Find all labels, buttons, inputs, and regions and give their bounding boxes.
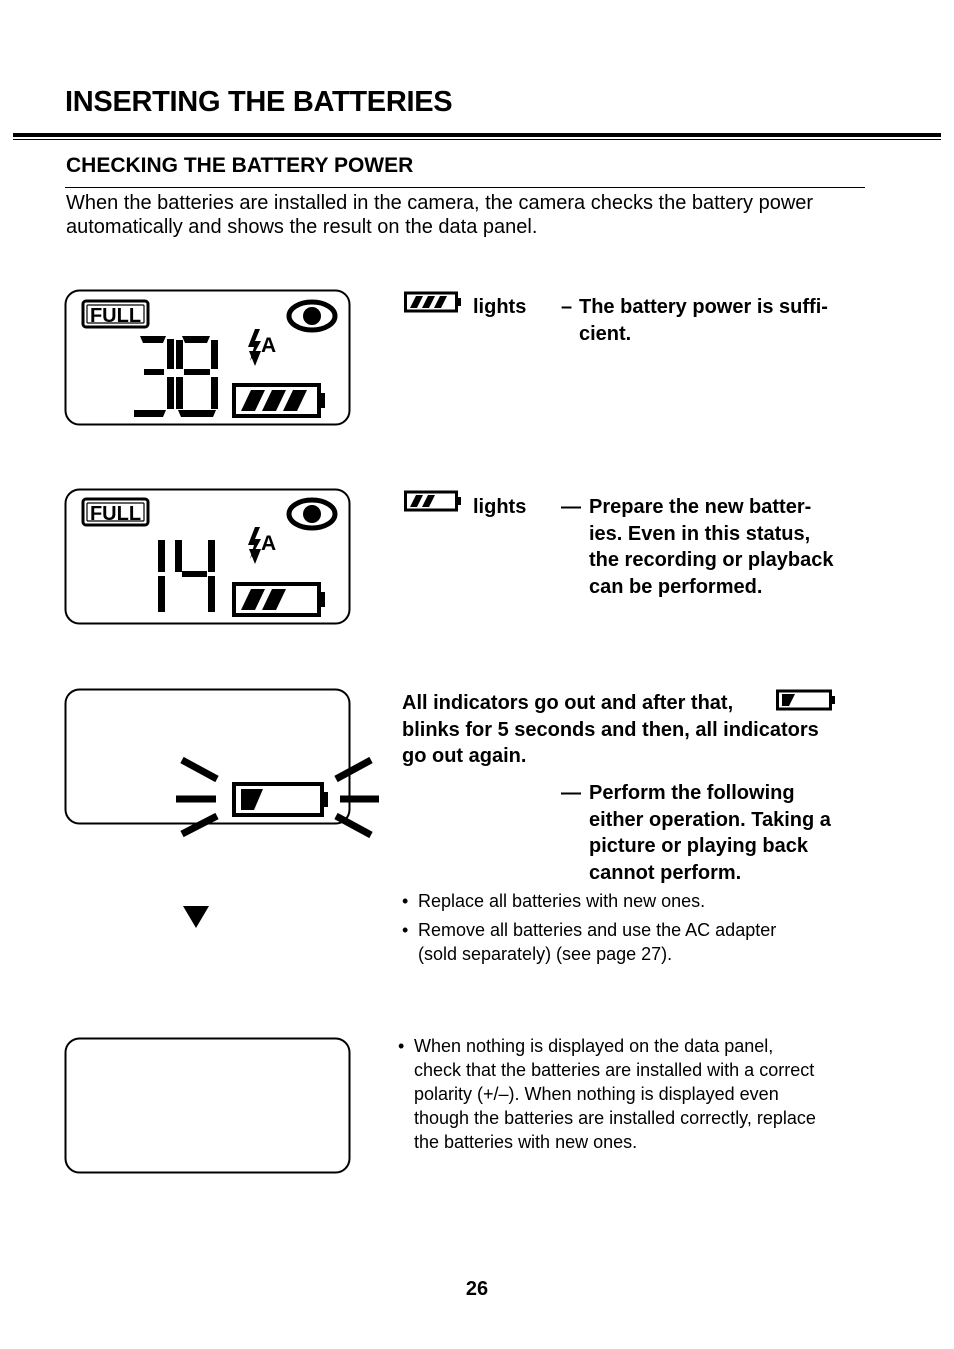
page-title: INSERTING THE BATTERIES xyxy=(65,86,453,118)
svg-text:A: A xyxy=(261,532,277,555)
eye-icon xyxy=(289,302,335,330)
dash-1: – xyxy=(561,296,573,318)
dash-3: — xyxy=(561,782,581,804)
battery-full-small-icon xyxy=(404,291,462,315)
battery-empty-small-icon xyxy=(776,689,836,713)
lights-label-2: lights xyxy=(473,496,527,518)
data-panel-full-battery xyxy=(64,289,352,427)
data-panel-low-battery-blinking xyxy=(64,688,384,848)
svg-text:A: A xyxy=(261,334,277,357)
data-panel-blank xyxy=(64,1037,352,1175)
eye-icon xyxy=(289,500,335,528)
blink-description: All indicators go out and after that, blinks for 5 seconds and then, all indicators go out again. xyxy=(402,692,819,767)
title-rule-thin xyxy=(13,139,941,140)
section-rule xyxy=(65,187,865,188)
intro-paragraph: When the batteries are installed in the camera, the camera checks the battery power automatically and shows the result on the data panel. xyxy=(66,192,814,238)
full-indicator xyxy=(83,301,148,327)
data-panel-half-battery xyxy=(64,488,352,626)
svg-text:FULL: FULL xyxy=(89,305,142,327)
battery-low-icon xyxy=(234,784,328,815)
battery-full-icon xyxy=(234,385,325,416)
full-indicator xyxy=(83,499,148,525)
status-text-1: The battery power is suffi- cient. xyxy=(579,296,828,345)
page-number: 26 xyxy=(465,1278,489,1300)
svg-text:FULL: FULL xyxy=(89,503,142,525)
dash-2: — xyxy=(561,496,581,518)
down-arrow-icon xyxy=(182,904,210,930)
battery-half-icon xyxy=(234,584,325,615)
battery-half-small-icon xyxy=(404,490,462,514)
status-text-3: Perform the following either operation. Taking a picture or playing back cannot perform. xyxy=(589,782,831,884)
title-rule-thick xyxy=(13,133,941,137)
status-text-2: Prepare the new batter- ies. Even in this status, the recording or playback can be performed. xyxy=(589,496,834,598)
section-title: CHECKING THE BATTERY POWER xyxy=(66,154,414,177)
lights-label-1: lights xyxy=(473,296,527,318)
